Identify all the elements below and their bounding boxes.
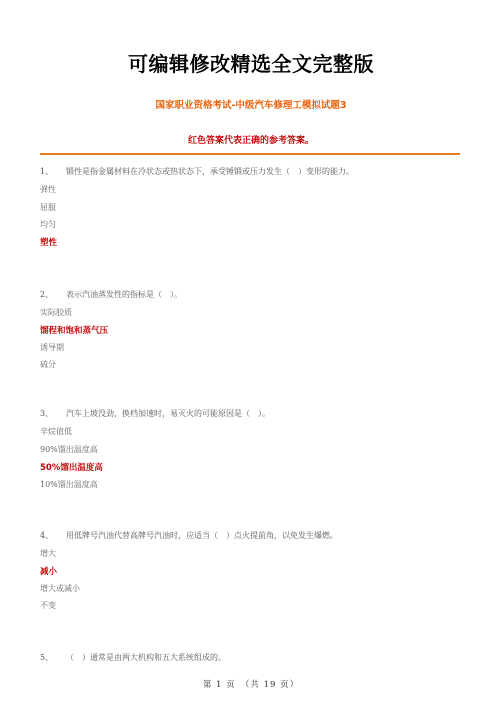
question-number: 3、 [40, 409, 54, 418]
question-text: （ ）通常是由两大机构和五大系统组成的。 [66, 653, 226, 662]
option: 均匀 [40, 220, 56, 229]
question-text: 表示汽油蒸发性的指标是（ ）。 [66, 290, 182, 299]
option: 弹性 [40, 185, 56, 194]
answer-note: 红色答案代表正确的参考答案。 [187, 136, 314, 146]
question-2 [40, 289, 182, 300]
option: 增大 [40, 549, 56, 558]
correct-option: 50%馏出温度高 [40, 463, 103, 473]
option: 不变 [40, 601, 56, 610]
exam-title: 国家职业资格考试-中级汽车修理工模拟试题3 [155, 100, 347, 111]
question-number: 5、 [40, 653, 54, 662]
correct-option: 塑性 [40, 238, 58, 248]
correct-option: 减小 [40, 567, 58, 577]
option: 增大或减小 [40, 584, 80, 593]
option: 硫分 [40, 360, 56, 369]
question-4 [40, 530, 338, 541]
question-number: 2、 [40, 290, 54, 299]
question-5 [40, 652, 226, 663]
divider [40, 153, 460, 155]
question-text: 用低牌号汽油代替高牌号汽油时，应适当（ ）点火提前角，以免发生爆燃。 [66, 531, 338, 540]
option: 诱导期 [40, 343, 64, 352]
correct-option: 馏程和饱和蒸气压 [40, 326, 109, 336]
question-3 [40, 408, 270, 419]
question-1 [40, 166, 354, 177]
question-text: 锻性是指金属材料在冷状态或热状态下，承受锤锻或压力发生（ ）变形的能力。 [66, 167, 354, 176]
question-number: 4、 [40, 531, 54, 540]
question-text: 汽车上坡没劲，换档加速时，易灭火的可能原因是（ ）。 [66, 409, 270, 418]
option: 屈服 [40, 203, 56, 212]
page-footer: 第 1 页 （共 19 页） [202, 680, 300, 690]
question-number: 1、 [40, 167, 54, 176]
option: 辛烷值低 [40, 427, 72, 436]
option: 10%馏出温度高 [40, 480, 98, 489]
main-title: 可编辑修改精选全文完整版 [128, 52, 374, 76]
option: 90%馏出温度高 [40, 445, 98, 454]
option: 实际胶质 [40, 308, 72, 317]
